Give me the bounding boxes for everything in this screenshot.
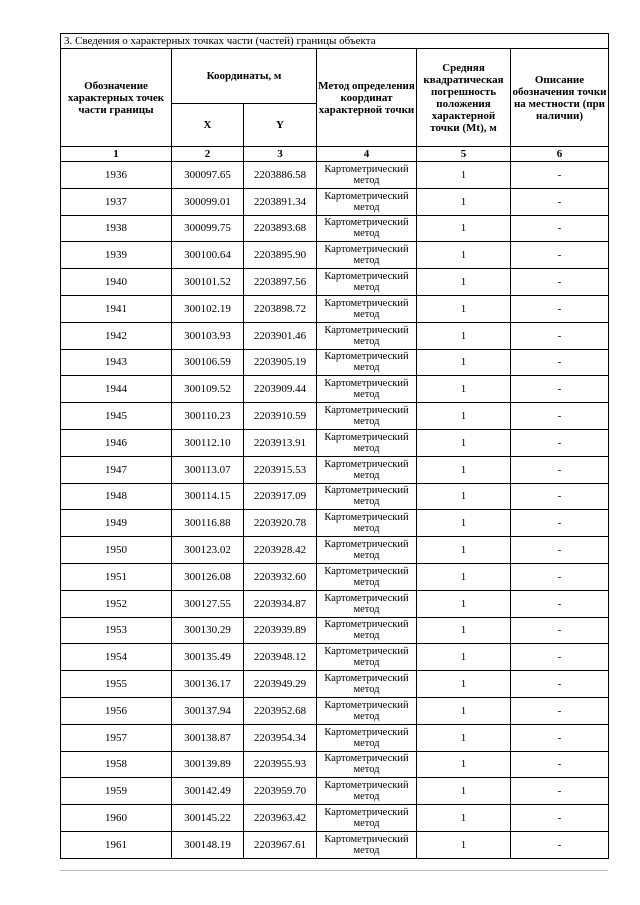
description-cell: - bbox=[511, 510, 609, 537]
table-body bbox=[61, 34, 609, 859]
y-coordinate-cell: 2203909.44 bbox=[244, 376, 317, 403]
point-id-cell: 1948 bbox=[61, 483, 172, 510]
column-number: 1 bbox=[61, 147, 172, 162]
description-cell: - bbox=[511, 242, 609, 269]
boundary-points-table bbox=[60, 33, 609, 859]
point-id-cell: 1937 bbox=[61, 188, 172, 215]
x-coordinate-cell: 300114.15 bbox=[172, 483, 244, 510]
y-coordinate-cell: 2203939.89 bbox=[244, 617, 317, 644]
x-coordinate-cell: 300148.19 bbox=[172, 831, 244, 858]
column-numbers-row bbox=[61, 147, 609, 162]
method-cell: Картометрический метод bbox=[317, 269, 417, 296]
point-id-cell: 1945 bbox=[61, 403, 172, 430]
accuracy-cell: 1 bbox=[417, 349, 511, 376]
description-cell: - bbox=[511, 724, 609, 751]
header-method: Метод определения координат характерной точки bbox=[317, 49, 417, 147]
section-title-row bbox=[61, 34, 609, 49]
header-description: Описание обозначения точки на местности (при наличии) bbox=[511, 49, 609, 147]
accuracy-cell: 1 bbox=[417, 456, 511, 483]
point-id-cell: 1946 bbox=[61, 429, 172, 456]
table-row bbox=[61, 751, 609, 778]
x-coordinate-cell: 300126.08 bbox=[172, 563, 244, 590]
point-id-cell: 1960 bbox=[61, 805, 172, 832]
column-number: 6 bbox=[511, 147, 609, 162]
table-row bbox=[61, 671, 609, 698]
table-row bbox=[61, 295, 609, 322]
method-cell: Картометрический метод bbox=[317, 805, 417, 832]
table-row bbox=[61, 778, 609, 805]
y-coordinate-cell: 2203952.68 bbox=[244, 697, 317, 724]
point-id-cell: 1942 bbox=[61, 322, 172, 349]
accuracy-cell: 1 bbox=[417, 724, 511, 751]
x-coordinate-cell: 300123.02 bbox=[172, 537, 244, 564]
y-coordinate-cell: 2203955.93 bbox=[244, 751, 317, 778]
method-cell: Картометрический метод bbox=[317, 671, 417, 698]
method-cell: Картометрический метод bbox=[317, 617, 417, 644]
y-coordinate-cell: 2203898.72 bbox=[244, 295, 317, 322]
description-cell: - bbox=[511, 215, 609, 242]
y-coordinate-cell: 2203893.68 bbox=[244, 215, 317, 242]
table-row bbox=[61, 483, 609, 510]
method-cell: Картометрический метод bbox=[317, 188, 417, 215]
description-cell: - bbox=[511, 644, 609, 671]
method-cell: Картометрический метод bbox=[317, 590, 417, 617]
y-coordinate-cell: 2203901.46 bbox=[244, 322, 317, 349]
table-row bbox=[61, 563, 609, 590]
x-coordinate-cell: 300106.59 bbox=[172, 349, 244, 376]
accuracy-cell: 1 bbox=[417, 644, 511, 671]
method-cell: Картометрический метод bbox=[317, 644, 417, 671]
method-cell: Картометрический метод bbox=[317, 831, 417, 858]
method-cell: Картометрический метод bbox=[317, 537, 417, 564]
x-coordinate-cell: 300109.52 bbox=[172, 376, 244, 403]
description-cell: - bbox=[511, 563, 609, 590]
x-coordinate-cell: 300142.49 bbox=[172, 778, 244, 805]
y-coordinate-cell: 2203886.58 bbox=[244, 162, 317, 189]
y-coordinate-cell: 2203959.70 bbox=[244, 778, 317, 805]
y-coordinate-cell: 2203934.87 bbox=[244, 590, 317, 617]
accuracy-cell: 1 bbox=[417, 242, 511, 269]
method-cell: Картометрический метод bbox=[317, 778, 417, 805]
x-coordinate-cell: 300138.87 bbox=[172, 724, 244, 751]
description-cell: - bbox=[511, 697, 609, 724]
accuracy-cell: 1 bbox=[417, 403, 511, 430]
accuracy-cell: 1 bbox=[417, 617, 511, 644]
point-id-cell: 1949 bbox=[61, 510, 172, 537]
y-coordinate-cell: 2203932.60 bbox=[244, 563, 317, 590]
y-coordinate-cell: 2203905.19 bbox=[244, 349, 317, 376]
x-coordinate-cell: 300135.49 bbox=[172, 644, 244, 671]
point-id-cell: 1943 bbox=[61, 349, 172, 376]
method-cell: Картометрический метод bbox=[317, 295, 417, 322]
y-coordinate-cell: 2203913.91 bbox=[244, 429, 317, 456]
accuracy-cell: 1 bbox=[417, 805, 511, 832]
description-cell: - bbox=[511, 537, 609, 564]
header-x: X bbox=[172, 104, 244, 147]
method-cell: Картометрический метод bbox=[317, 162, 417, 189]
column-number: 4 bbox=[317, 147, 417, 162]
table-row bbox=[61, 805, 609, 832]
x-coordinate-cell: 300097.65 bbox=[172, 162, 244, 189]
header-designation: Обозначение характерных точек части границы bbox=[61, 49, 172, 147]
y-coordinate-cell: 2203967.61 bbox=[244, 831, 317, 858]
x-coordinate-cell: 300099.75 bbox=[172, 215, 244, 242]
x-coordinate-cell: 300110.23 bbox=[172, 403, 244, 430]
point-id-cell: 1961 bbox=[61, 831, 172, 858]
table-row bbox=[61, 403, 609, 430]
y-coordinate-cell: 2203917.09 bbox=[244, 483, 317, 510]
x-coordinate-cell: 300127.55 bbox=[172, 590, 244, 617]
accuracy-cell: 1 bbox=[417, 671, 511, 698]
x-coordinate-cell: 300112.10 bbox=[172, 429, 244, 456]
method-cell: Картометрический метод bbox=[317, 563, 417, 590]
section-title: 3. Сведения о характерных точках части (частей) границы объекта bbox=[61, 34, 609, 49]
y-coordinate-cell: 2203915.53 bbox=[244, 456, 317, 483]
method-cell: Картометрический метод bbox=[317, 429, 417, 456]
header-row-top bbox=[61, 49, 609, 104]
method-cell: Картометрический метод bbox=[317, 751, 417, 778]
description-cell: - bbox=[511, 295, 609, 322]
y-coordinate-cell: 2203910.59 bbox=[244, 403, 317, 430]
accuracy-cell: 1 bbox=[417, 188, 511, 215]
description-cell: - bbox=[511, 590, 609, 617]
point-id-cell: 1956 bbox=[61, 697, 172, 724]
method-cell: Картометрический метод bbox=[317, 697, 417, 724]
y-coordinate-cell: 2203920.78 bbox=[244, 510, 317, 537]
description-cell: - bbox=[511, 617, 609, 644]
y-coordinate-cell: 2203895.90 bbox=[244, 242, 317, 269]
x-coordinate-cell: 300130.29 bbox=[172, 617, 244, 644]
point-id-cell: 1947 bbox=[61, 456, 172, 483]
x-coordinate-cell: 300137.94 bbox=[172, 697, 244, 724]
point-id-cell: 1950 bbox=[61, 537, 172, 564]
description-cell: - bbox=[511, 456, 609, 483]
point-id-cell: 1939 bbox=[61, 242, 172, 269]
point-id-cell: 1953 bbox=[61, 617, 172, 644]
point-id-cell: 1938 bbox=[61, 215, 172, 242]
method-cell: Картометрический метод bbox=[317, 349, 417, 376]
method-cell: Картометрический метод bbox=[317, 510, 417, 537]
point-id-cell: 1958 bbox=[61, 751, 172, 778]
table-row bbox=[61, 376, 609, 403]
description-cell: - bbox=[511, 162, 609, 189]
description-cell: - bbox=[511, 322, 609, 349]
accuracy-cell: 1 bbox=[417, 697, 511, 724]
table-row bbox=[61, 537, 609, 564]
table-row bbox=[61, 644, 609, 671]
y-coordinate-cell: 2203928.42 bbox=[244, 537, 317, 564]
point-id-cell: 1954 bbox=[61, 644, 172, 671]
column-number: 3 bbox=[244, 147, 317, 162]
description-cell: - bbox=[511, 188, 609, 215]
table-row bbox=[61, 242, 609, 269]
table-row bbox=[61, 429, 609, 456]
table-row bbox=[61, 215, 609, 242]
point-id-cell: 1959 bbox=[61, 778, 172, 805]
x-coordinate-cell: 300116.88 bbox=[172, 510, 244, 537]
x-coordinate-cell: 300100.64 bbox=[172, 242, 244, 269]
accuracy-cell: 1 bbox=[417, 778, 511, 805]
table-row bbox=[61, 162, 609, 189]
description-cell: - bbox=[511, 671, 609, 698]
y-coordinate-cell: 2203949.29 bbox=[244, 671, 317, 698]
description-cell: - bbox=[511, 831, 609, 858]
accuracy-cell: 1 bbox=[417, 831, 511, 858]
method-cell: Картометрический метод bbox=[317, 376, 417, 403]
description-cell: - bbox=[511, 483, 609, 510]
description-cell: - bbox=[511, 376, 609, 403]
table-row bbox=[61, 831, 609, 858]
table-row bbox=[61, 510, 609, 537]
description-cell: - bbox=[511, 805, 609, 832]
accuracy-cell: 1 bbox=[417, 162, 511, 189]
table-row bbox=[61, 590, 609, 617]
header-coordinates: Координаты, м bbox=[172, 49, 317, 104]
description-cell: - bbox=[511, 751, 609, 778]
description-cell: - bbox=[511, 403, 609, 430]
accuracy-cell: 1 bbox=[417, 322, 511, 349]
accuracy-cell: 1 bbox=[417, 483, 511, 510]
x-coordinate-cell: 300136.17 bbox=[172, 671, 244, 698]
table-row bbox=[61, 697, 609, 724]
x-coordinate-cell: 300102.19 bbox=[172, 295, 244, 322]
y-coordinate-cell: 2203954.34 bbox=[244, 724, 317, 751]
table-row bbox=[61, 456, 609, 483]
x-coordinate-cell: 300145.22 bbox=[172, 805, 244, 832]
method-cell: Картометрический метод bbox=[317, 483, 417, 510]
point-id-cell: 1957 bbox=[61, 724, 172, 751]
description-cell: - bbox=[511, 349, 609, 376]
accuracy-cell: 1 bbox=[417, 751, 511, 778]
description-cell: - bbox=[511, 269, 609, 296]
bottom-divider bbox=[60, 870, 608, 871]
point-id-cell: 1955 bbox=[61, 671, 172, 698]
x-coordinate-cell: 300139.89 bbox=[172, 751, 244, 778]
accuracy-cell: 1 bbox=[417, 295, 511, 322]
x-coordinate-cell: 300113.07 bbox=[172, 456, 244, 483]
table-row bbox=[61, 724, 609, 751]
method-cell: Картометрический метод bbox=[317, 724, 417, 751]
point-id-cell: 1936 bbox=[61, 162, 172, 189]
y-coordinate-cell: 2203897.56 bbox=[244, 269, 317, 296]
accuracy-cell: 1 bbox=[417, 376, 511, 403]
accuracy-cell: 1 bbox=[417, 590, 511, 617]
method-cell: Картометрический метод bbox=[317, 322, 417, 349]
table-row bbox=[61, 188, 609, 215]
method-cell: Картометрический метод bbox=[317, 242, 417, 269]
accuracy-cell: 1 bbox=[417, 215, 511, 242]
column-number: 5 bbox=[417, 147, 511, 162]
column-number: 2 bbox=[172, 147, 244, 162]
table-row bbox=[61, 617, 609, 644]
description-cell: - bbox=[511, 429, 609, 456]
accuracy-cell: 1 bbox=[417, 429, 511, 456]
header-accuracy: Средняя квадратическая погрешность положения характерной точки (Mt), м bbox=[417, 49, 511, 147]
accuracy-cell: 1 bbox=[417, 269, 511, 296]
description-cell: - bbox=[511, 778, 609, 805]
y-coordinate-cell: 2203948.12 bbox=[244, 644, 317, 671]
point-id-cell: 1940 bbox=[61, 269, 172, 296]
y-coordinate-cell: 2203891.34 bbox=[244, 188, 317, 215]
x-coordinate-cell: 300103.93 bbox=[172, 322, 244, 349]
method-cell: Картометрический метод bbox=[317, 403, 417, 430]
header-y: Y bbox=[244, 104, 317, 147]
accuracy-cell: 1 bbox=[417, 510, 511, 537]
accuracy-cell: 1 bbox=[417, 537, 511, 564]
table-row bbox=[61, 269, 609, 296]
x-coordinate-cell: 300101.52 bbox=[172, 269, 244, 296]
point-id-cell: 1951 bbox=[61, 563, 172, 590]
y-coordinate-cell: 2203963.42 bbox=[244, 805, 317, 832]
table-row bbox=[61, 322, 609, 349]
method-cell: Картометрический метод bbox=[317, 456, 417, 483]
point-id-cell: 1941 bbox=[61, 295, 172, 322]
table-row bbox=[61, 349, 609, 376]
x-coordinate-cell: 300099.01 bbox=[172, 188, 244, 215]
accuracy-cell: 1 bbox=[417, 563, 511, 590]
point-id-cell: 1944 bbox=[61, 376, 172, 403]
method-cell: Картометрический метод bbox=[317, 215, 417, 242]
point-id-cell: 1952 bbox=[61, 590, 172, 617]
